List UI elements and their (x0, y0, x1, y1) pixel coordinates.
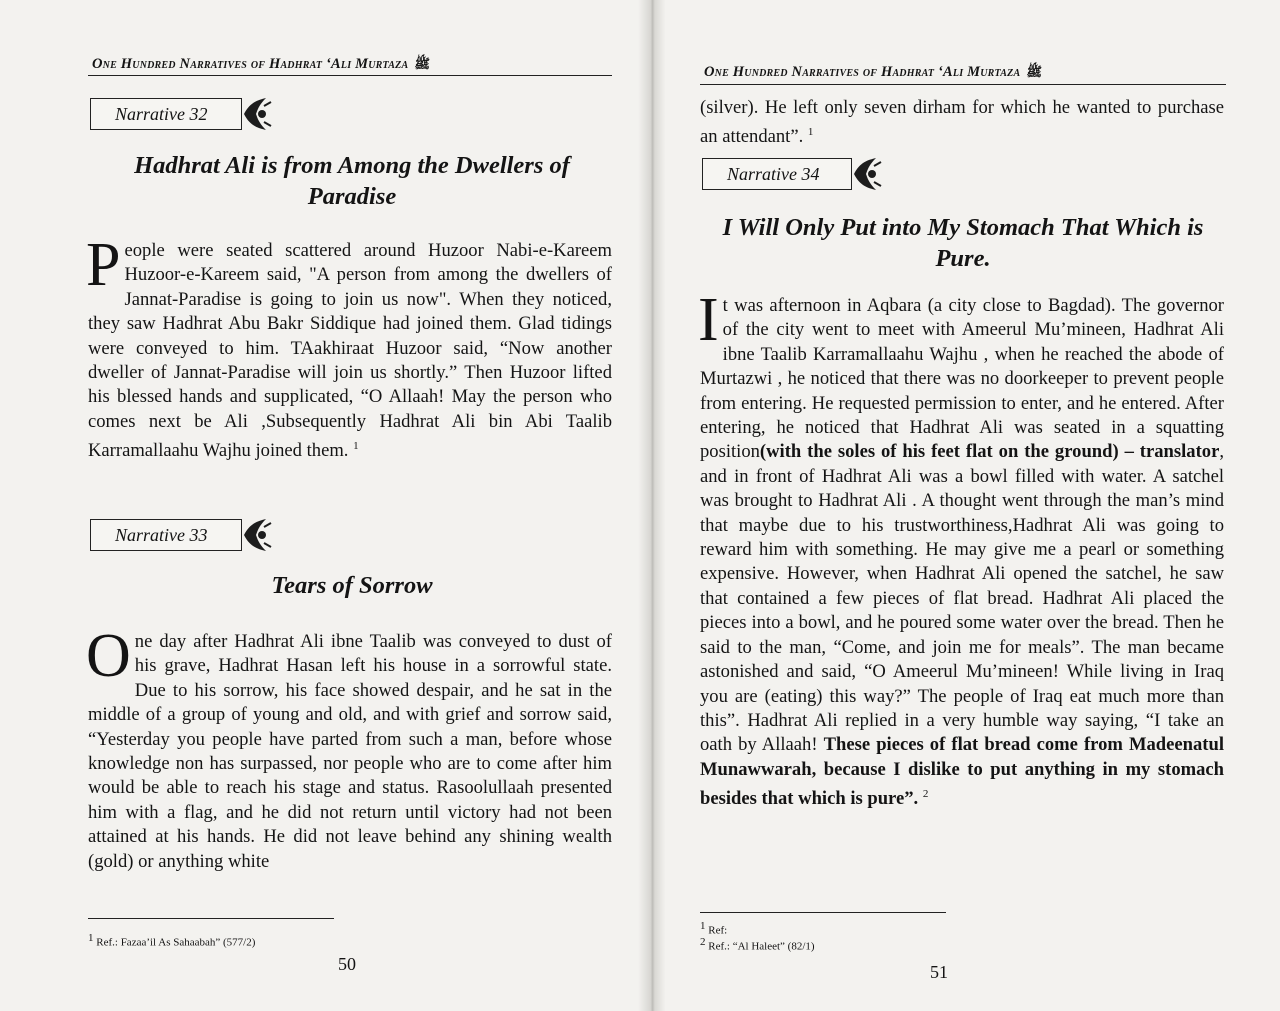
page-number: 50 (338, 954, 356, 974)
narrative-title: Hadhrat Ali is from Among the Dwellers of Paradise (134, 152, 570, 210)
footnote-number: 2 (700, 936, 706, 948)
narrative-title: I Will Only Put into My Stomach That Which is Pure. (722, 214, 1204, 272)
header-rule (88, 75, 612, 76)
honorific-mark: ﷺ (414, 56, 431, 71)
body-text: , and in front of Hadhrat Ali was a bowl filled with water. A satchel was brought to Hadhrat Ali . A thought went through the man’s mind that maybe due to his trustworthiness,Hadhrat Ali was going to reward him with something. He may give me a pearl or something expensive. However, when Hadhrat Ali opened the satchel, he saw that contained a few pieces of flat bread. Hadhrat Ali placed the pieces into a bowl, and he poured some water over the bread. Then he said to the man, “Come, and join me for meals”. The man became astonished and said, “O Ameerul Mu’mineen! While living in Iraq you are (eating) this way?” The people of Iraq eat much more than this”. Hadhrat Ali replied in a very humble way saying, “I take an oath by Allaah! (700, 441, 1224, 756)
page-number: 51 (930, 962, 948, 982)
footnote-number: 1 (88, 932, 94, 944)
footnote-text: Ref: (708, 924, 728, 937)
footnote-text: Ref.: “Al Haleet” (82/1) (708, 940, 815, 953)
narrative-label-box (90, 515, 272, 555)
drop-cap: O (86, 622, 131, 690)
narrative-label: Narrative 32 (90, 98, 242, 130)
narrative-label: Narrative 33 (90, 519, 242, 551)
narrative-label-box (702, 154, 882, 194)
footnote-text: Ref.: Fazaa’il As Sahaabah” (577/2) (96, 936, 256, 949)
narrative-title: Tears of Sorrow (271, 572, 433, 599)
drop-cap: I (698, 286, 719, 354)
floral-ornament-icon (848, 154, 882, 194)
footnote-ref: 2 (922, 788, 929, 801)
narrative-body (698, 286, 1224, 812)
footnote-ref: 1 (807, 126, 814, 139)
narrative-body (86, 231, 612, 464)
narrative-body (86, 622, 612, 874)
header-text: One Hundred Narratives of Hadhrat ‘Ali Murtaza (92, 56, 409, 72)
footnote-rule (88, 918, 334, 919)
honorific-mark: ﷺ (1026, 64, 1043, 79)
page-header (704, 64, 1042, 83)
continuation-text (700, 96, 1224, 150)
bold-text: These pieces of flat bread come from Madeenatul Munawwarah, because I dislike to put anything in my stomach besides that which is pure”. (700, 734, 1224, 810)
body-text: eople were seated scattered around Huzoor Nabi-e-Kareem Huzoor-e-Kareem said, "A person from among the dwellers of Jannat-Paradise is going to join us now". When they noticed, they saw Hadhrat Abu Bakr Siddique had joined them. Glad tidings were conveyed to him. TAakhiraat Huzoor said, “Now another dweller of Jannat-Paradise will join us shortly.” Then Huzoor lifted his blessed hands and supplicated, “O Allaah! May the person who comes next be Ali ,Subsequently Hadhrat Ali bin Abi Taalib Karramallaahu Wajhu joined them. (88, 240, 612, 462)
floral-ornament-icon (238, 515, 272, 555)
body-text: ne day after Hadhrat Ali ibne Taalib was conveyed to dust of his grave, Hadhrat Hasan left his house in a sorrowful state. Due to his sorrow, his face showed despair, and he sat in the middle of a group of young and old, and with grief and sorrow said, “Yesterday you people have parted from such a man, before whose knowledge non has surpassed, nor people who are to come after him would be able to reach his stage and status. Rasoolullaah presented him with a flag, and he did not return until victory had not been attained at his hands. He did not leave behind any shining wealth (gold) or anything white (88, 631, 612, 872)
footnote (700, 934, 815, 955)
footnote-number: 1 (700, 920, 706, 932)
right-page (660, 0, 1280, 1011)
footnote (88, 930, 255, 951)
header-rule (700, 84, 1226, 85)
body-text: t was afternoon in Aqbara (a city close to Bagdad). The governor of the city went to meet with Ameerul Mu’mineen, Hadhrat Ali ibne Taalib Karramallaahu Wajhu , when he reached the abode of Murtazwi , he noticed that there was no doorkeeper to prevent people from entering. He requested permission to enter, and he entered. After entering, he noticed that Hadhrat Ali was seated in a squatting position (700, 295, 1224, 463)
page-header (92, 56, 430, 75)
drop-cap: P (86, 231, 121, 299)
header-text: One Hundred Narratives of Hadhrat ‘Ali Murtaza (704, 64, 1021, 80)
floral-ornament-icon (238, 94, 272, 134)
narrative-label: Narrative 34 (702, 158, 852, 190)
body-text: (silver). He left only seven dirham for which he wanted to purchase an attendant”. (700, 97, 1224, 148)
footnote-ref: 1 (353, 440, 359, 453)
narrative-label-box (90, 94, 272, 134)
bold-text: (with the soles of his feet flat on the ground) – translator (759, 441, 1220, 463)
footnote-rule (700, 912, 946, 913)
